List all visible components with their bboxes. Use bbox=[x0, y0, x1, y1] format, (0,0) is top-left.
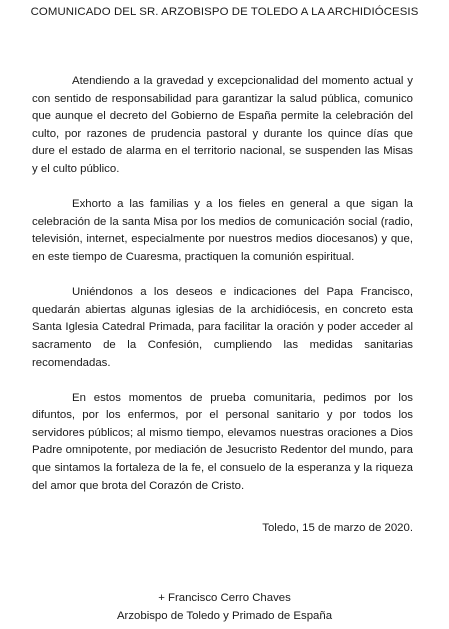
document-title: COMUNICADO DEL SR. ARZOBISPO DE TOLEDO A LA ARCHIDIÓCESIS bbox=[30, 6, 419, 18]
signature-block bbox=[0, 590, 449, 625]
paragraph-3: Uniéndonos a los deseos e indicaciones del Papa Francisco, quedarán abiertas algunas iglesias de la archidiócesis, en concreto esta Santa Iglesia Catedral Primada, para facilitar la oración y poder acceder al sacramento de la Confesión, cumpliendo las medidas sanitarias recomendadas. bbox=[32, 286, 413, 369]
document-body bbox=[32, 73, 413, 513]
signature-name: + Francisco Cerro Chaves bbox=[158, 592, 291, 604]
document-date: Toledo, 15 de marzo de 2020. bbox=[262, 522, 413, 534]
paragraph-4: En estos momentos de prueba comunitaria, pedimos por los difuntos, por los enfermos, por el personal sanitario y por todos los servidores públicos; al mismo tiempo, elevamos nuestras oraciones a Dios Padre omnipotente, por mediación de Jesucristo Redentor del mundo, para que sintamos la fortaleza de la fe, el consuelo de la esperanza y la riqueza del amor que brota del Corazón de Cristo. bbox=[32, 391, 413, 492]
signature-role: Arzobispo de Toledo y Primado de España bbox=[116, 609, 333, 622]
paragraph-2: Exhorto a las familias y a los fieles en general a que sigan la celebración de la santa Misa por los medios de comunicación social (radio, televisión, internet, especialmente por nuestros medios diocesanos) y que, en este tiempo de Cuaresma, practiquen la comunión espiritual. bbox=[32, 198, 413, 263]
paragraph-1: Atendiendo a la gravedad y excepcionalidad del momento actual y con sentido de responsabilidad para garantizar la salud pública, comunico que aunque el decreto del Gobierno de España permite la celebración del culto, por razones de prudencia pastoral y durante los quince días que dure el estado de alarma en el territorio nacional, se suspenden las Misas y el culto público. bbox=[32, 75, 413, 175]
